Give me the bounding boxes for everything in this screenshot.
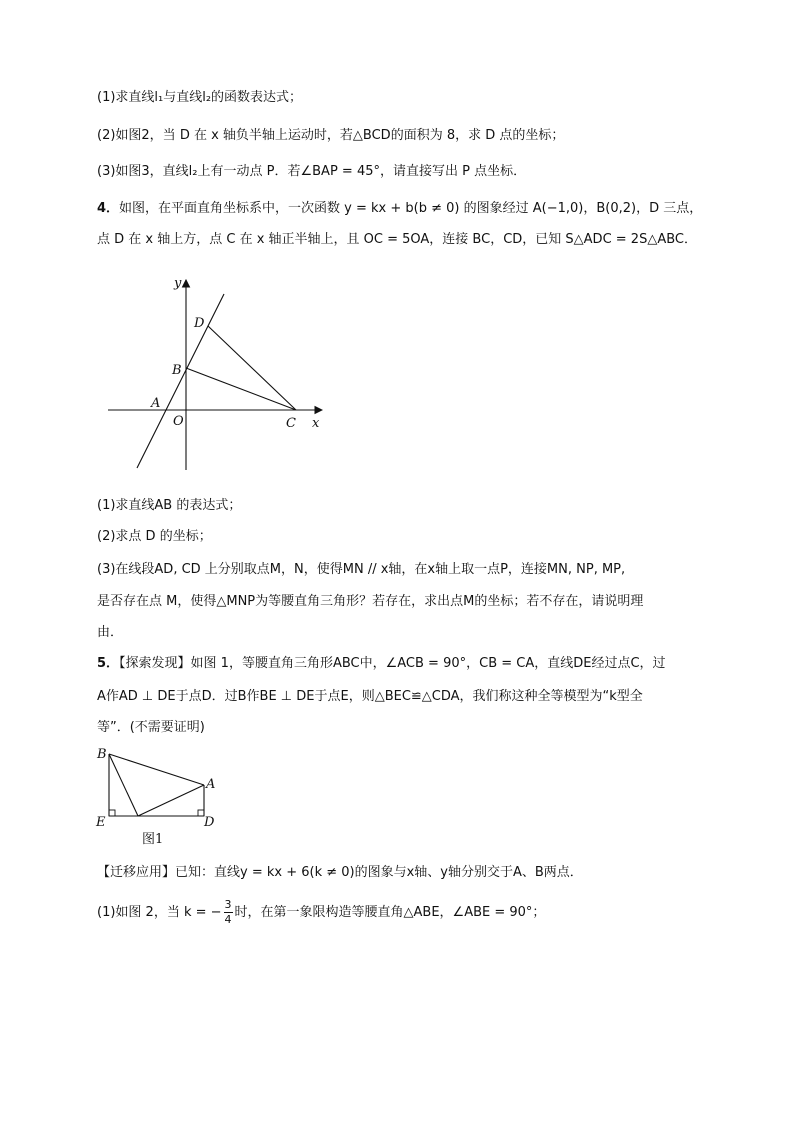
label-o: O — [173, 414, 184, 429]
q4-part-2: (2)求点 D 的坐标； — [97, 529, 212, 544]
q5-migrate-line: 【迁移应用】已知：直线y = kx + 6(k ≠ 0)的图象与x轴、y轴分别交于A、B两点． — [97, 865, 583, 880]
fraction — [224, 898, 233, 927]
label-x: x — [312, 416, 320, 431]
q4-part-1: (1)求直线AB 的表达式； — [97, 498, 242, 513]
q5-stem-text-1: 【探索发现】如图 1，等腰直角三角形ABC中，∠ACB = 90°，CB = CA，直线DE经过点C，过 — [119, 656, 666, 671]
q4-number: 4． — [97, 201, 120, 216]
segment-ca — [138, 785, 204, 816]
q4-stem-line-1 — [97, 200, 702, 218]
q4-stem-text-1: 如图，在平面直角坐标系中，一次函数 y = kx + b(b ≠ 0) 的图象经过 A(−1,0)，B(0,2)，D 三点， — [119, 201, 703, 216]
q3-part-1: (1)求直线l₁与直线l₂的函数表达式； — [97, 90, 303, 105]
label-a: A — [206, 777, 216, 792]
q4-coordinate-figure — [100, 270, 340, 480]
label-b: B — [172, 363, 182, 378]
right-angle-mark-e — [109, 810, 115, 816]
label-c: C — [286, 416, 296, 431]
q5-number: 5． — [97, 656, 120, 671]
label-b: B — [97, 747, 107, 762]
q4-part-3-line-3: 由． — [97, 625, 124, 640]
label-d: D — [204, 815, 215, 829]
segment-bc — [186, 368, 296, 410]
q5-stem-line-3: 等”．(不需要证明) — [97, 720, 205, 735]
q5-stem-line-1 — [97, 655, 666, 673]
q4-part-3-line-2: 是否存在点 M，使得△MNP为等腰直角三角形？若存在，求出点M的坐标；若不存在，请说明理 — [97, 594, 644, 609]
label-a: A — [151, 396, 161, 411]
q5-figure-1-caption: 图1 — [142, 832, 164, 847]
q3-part-2: (2)如图2，当 D 在 x 轴负半轴上运动时，若△BCD的面积为 8，求 D 点的坐标； — [97, 128, 565, 143]
q5-figure-1 — [94, 744, 224, 829]
label-d: D — [194, 316, 205, 331]
segment-bc — [109, 754, 138, 816]
line-abd — [137, 294, 224, 468]
segment-dc — [208, 326, 296, 410]
segment-ba — [109, 754, 204, 785]
label-e: E — [96, 815, 106, 829]
fraction-numerator: 3 — [224, 898, 232, 911]
q4-part-3-line-1: (3)在线段AD, CD 上分别取点M，N，使得MN // x轴，在x轴上取一点P，连接MN, NP, MP, — [97, 562, 626, 577]
q5-stem-line-2: A作AD ⊥ DE于点D．过B作BE ⊥ DE于点E，则△BEC≌△CDA，我们称这种全等模型为“k型全 — [97, 689, 643, 704]
q5-part-1 — [97, 898, 545, 927]
q3-part-3: (3)如图3，直线l₂上有一动点 P．若∠BAP = 45°，请直接写出 P 点坐标． — [97, 164, 527, 179]
label-y: y — [174, 276, 182, 291]
fraction-denominator: 4 — [224, 913, 232, 926]
q5-part-1-suffix: 时，在第一象限构造等腰直角△ABE，∠ABE = 90°； — [234, 904, 546, 920]
q4-stem-line-2: 点 D 在 x 轴上方，点 C 在 x 轴正半轴上，且 OC = 5OA，连接 BC，CD，已知 S△ADC = 2S△ABC． — [97, 232, 697, 247]
q5-part-1-prefix: (1)如图 2，当 k = − — [97, 904, 222, 920]
